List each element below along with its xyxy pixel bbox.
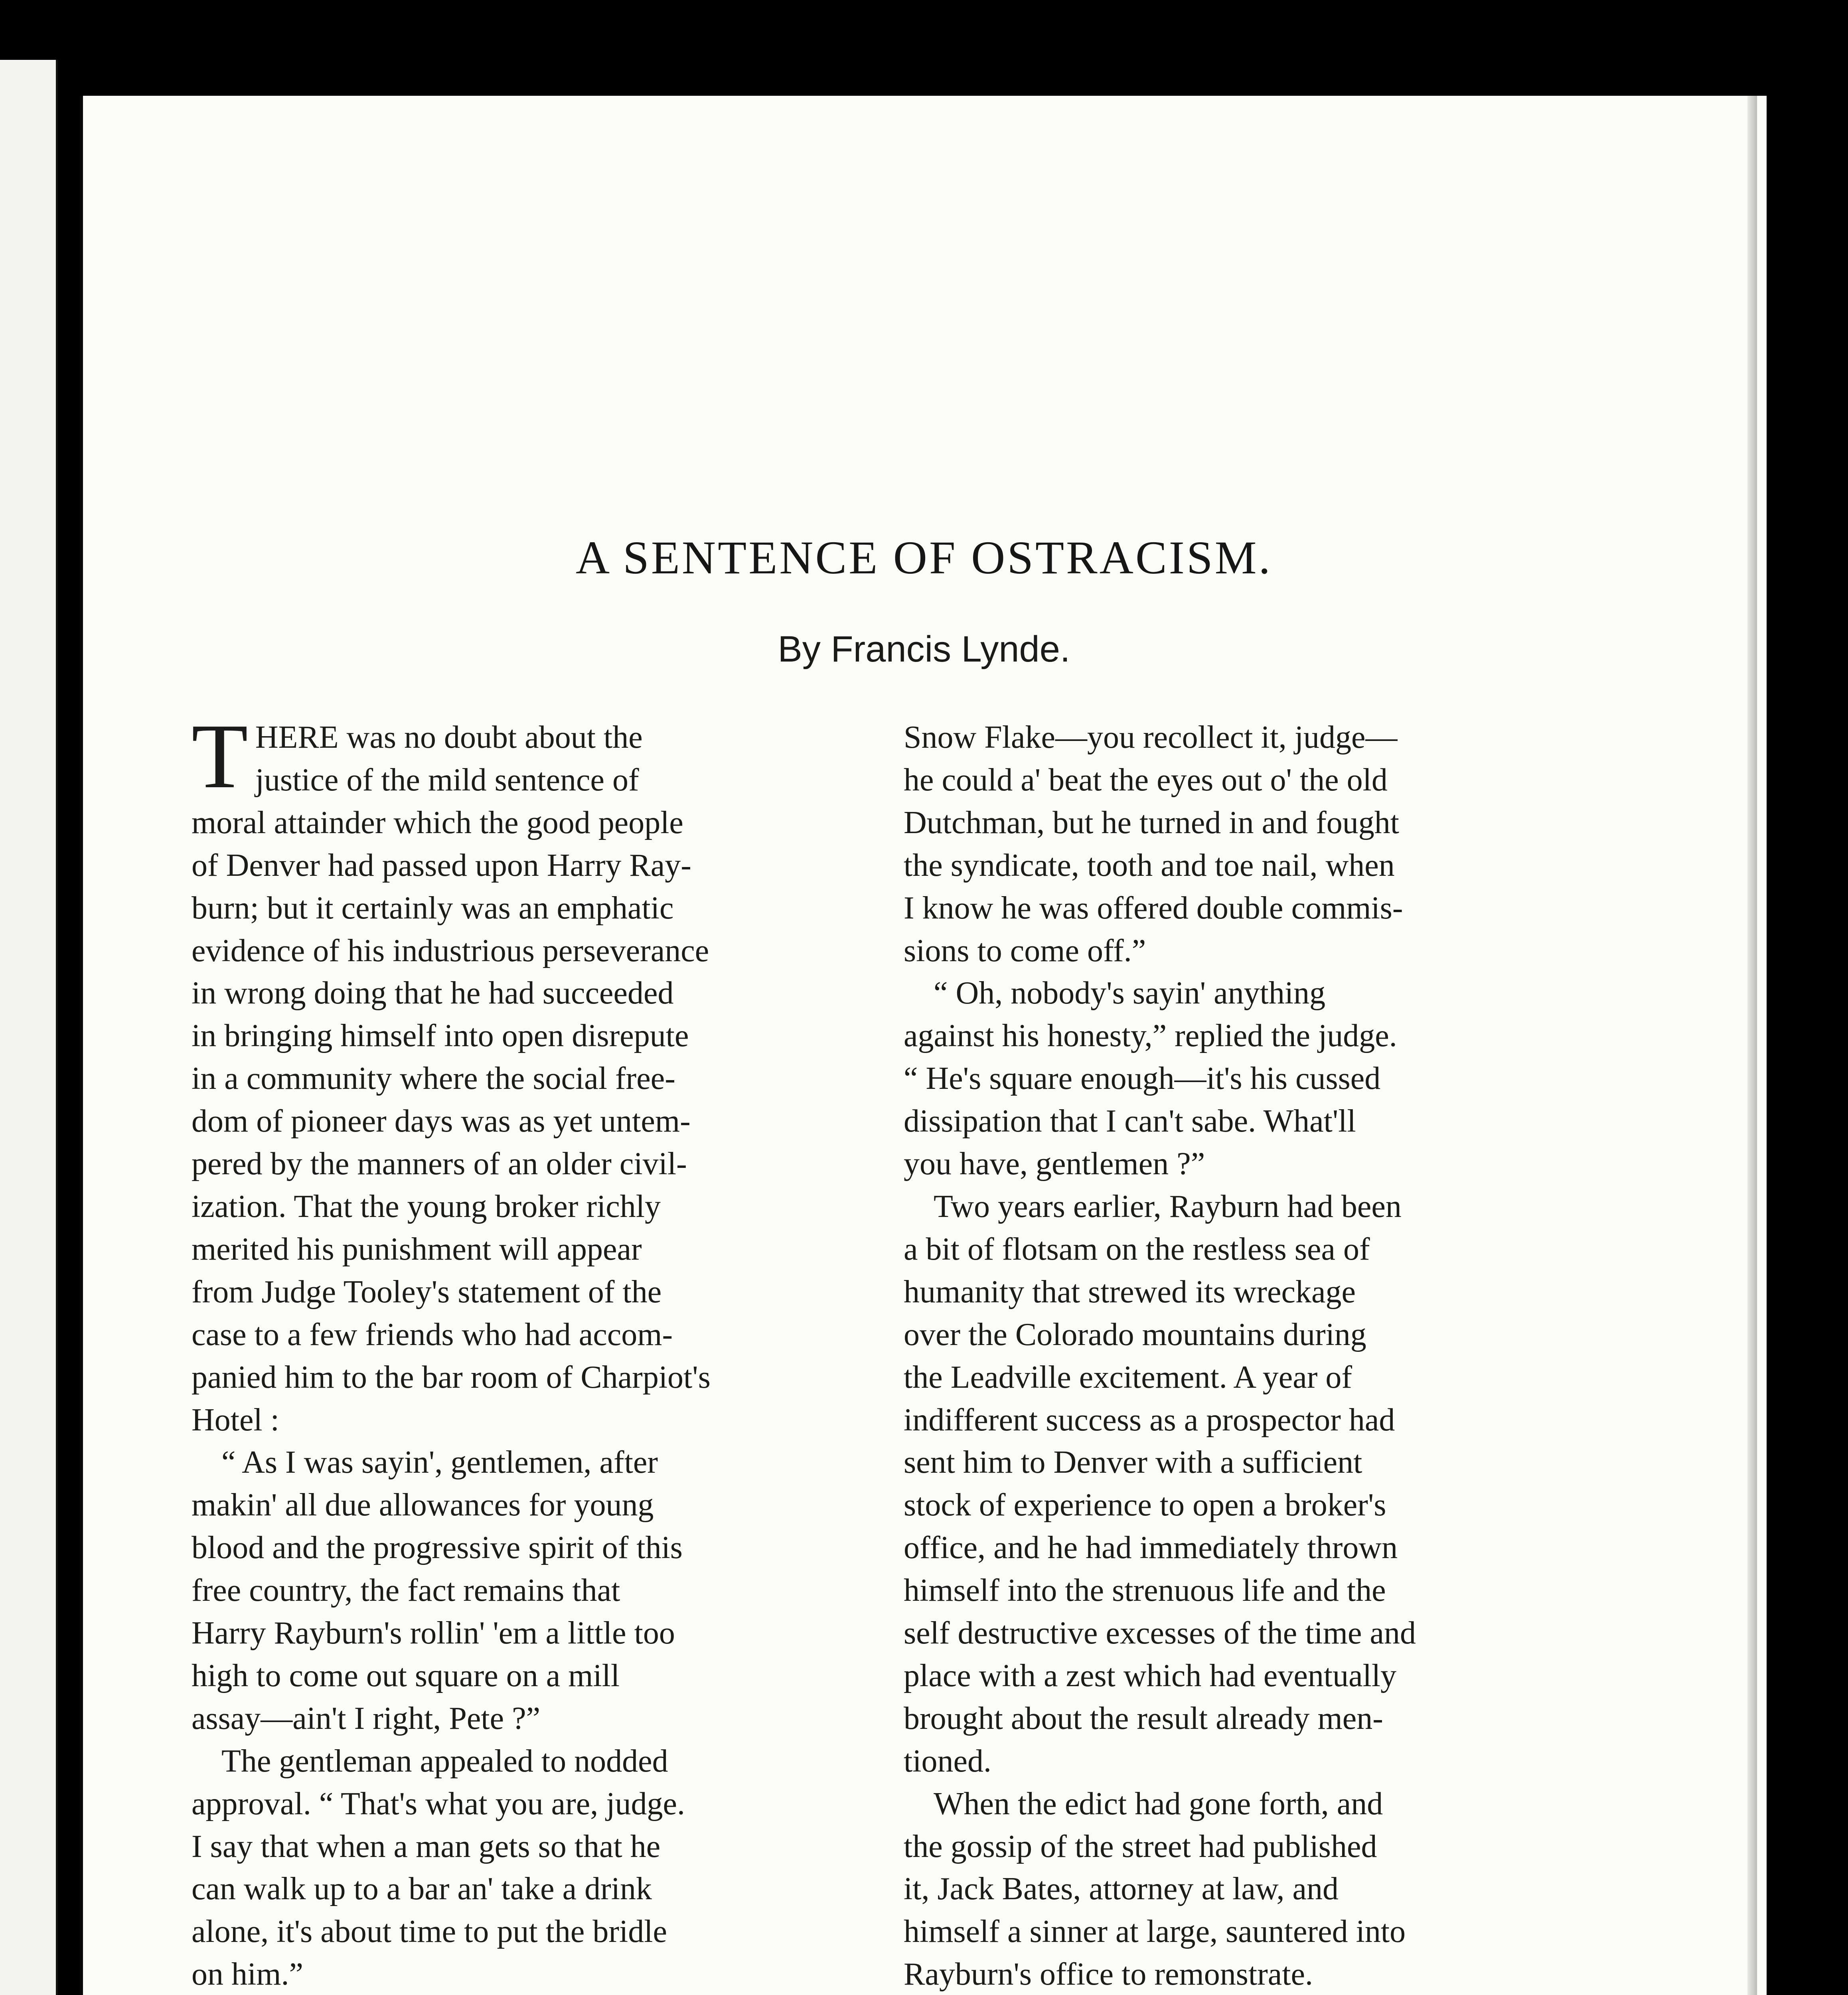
adjacent-page-edge xyxy=(0,60,58,1995)
article-title: A SENTENCE OF OSTRACISM. xyxy=(575,531,1272,584)
right-column xyxy=(904,716,1568,1995)
page-edge-shadow xyxy=(1747,96,1757,1995)
paragraph: “ Oh, nobody's sayin' anything against his honesty,” replied the judge. “ He's square enough—it's his cussed dissipation that I can't sabe. What'll you have, gentlemen ?” xyxy=(904,976,1397,1182)
article-byline: By Francis Lynde. xyxy=(778,629,1070,670)
paragraph: When the edict had gone forth, and the gossip of the street had published it, Jack Bates, attorney at law, and himself a sinner at large, sauntered into Rayburn's office to remonstrate. xyxy=(904,1786,1406,1992)
paragraph xyxy=(192,705,856,1441)
drop-cap: T xyxy=(192,705,248,808)
left-column xyxy=(192,705,856,1995)
paragraph: “ As I was sayin', gentlemen, after makin' all due allowances for young blood and the progressive spirit of this free country, the fact remains that Harry Rayburn's rollin' 'em a little too high to come out square on a mill assay—ain't I right, Pete ?” xyxy=(192,1445,683,1736)
paragraph: Snow Flake—you recollect it, judge— he could a' beat the eyes out o' the old Dutchman, but he turned in and fought the syndicate, tooth and toe nail, when I know he was offered double commis- sions to come off.” xyxy=(904,720,1403,968)
paragraph-text: HERE was no doubt about the justice of the mild sentence of moral attainder which the good people of Denver had passed upon Harry Ray- burn; but it certainly was an emphatic evidence of his industrious perseverance in wrong doing that he had succeeded in bringing himself into open disrepute in a community where the social free- dom of pioneer days was as yet untem- pered by the manners of an older civil- ization. That the young broker richly merited his punishment will appear from Judge Tooley's statement of the case to a few friends who had accom- panied him to the bar room of Charpiot's Hotel : xyxy=(192,720,711,1438)
paragraph: Two years earlier, Rayburn had been a bit of flotsam on the restless sea of humanity that strewed its wreckage over the Colorado mountains during the Leadville excitement. A year of indifferent success as a prospector had sent him to Denver with a sufficient stock of experience to open a broker's office, and he had immediately thrown himself into the strenuous life and the self destructive excesses of the time and place with a zest which had eventually brought about the result already men- tioned. xyxy=(904,1189,1416,1779)
paragraph: The gentleman appealed to nodded approval. “ That's what you are, judge. I say that when a man gets so that he can walk up to a bar an' take a drink alone, it's about time to put the bridle on him.” xyxy=(192,1743,685,1992)
